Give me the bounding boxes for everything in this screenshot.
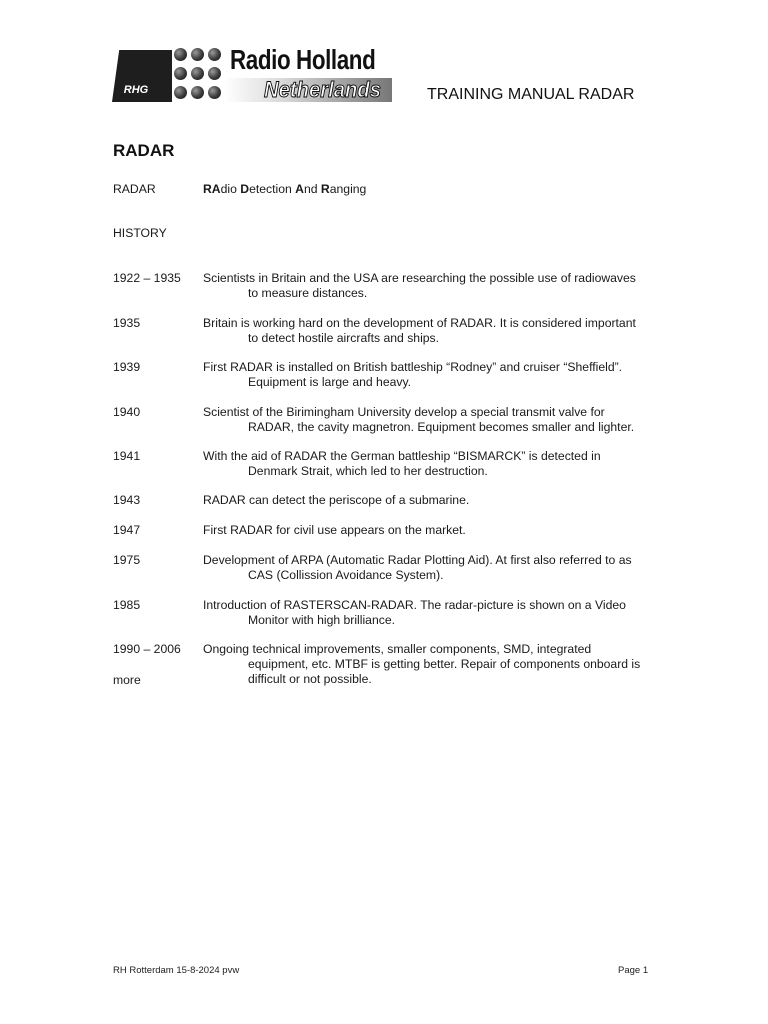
history-text: Scientist of the Birimingham University develop a special transmit valve for	[203, 405, 605, 419]
acronym-expansion	[203, 182, 658, 197]
history-text: Introduction of RASTERSCAN-RADAR. The radar-picture is shown on a Video	[203, 598, 626, 612]
acronym-part-bold: D	[240, 182, 250, 196]
history-text-cont: equipment, etc. MTBF is getting better. Repair of components onboard is	[248, 657, 641, 671]
history-text-cont: to detect hostile aircrafts and ships.	[248, 331, 440, 345]
history-text-cont: CAS (Collission Avoidance System).	[248, 568, 444, 582]
history-more-label: more	[113, 673, 141, 687]
history-year: 1935	[113, 316, 141, 330]
acronym-part-bold: RA	[203, 182, 221, 196]
history-text-cont: RADAR, the cavity magnetron. Equipment becomes smaller and lighter.	[248, 420, 635, 434]
logo-dots-icon	[172, 48, 224, 102]
history-year: 1943	[113, 493, 141, 507]
history-year: 1922 – 1935	[113, 271, 181, 285]
logo-subtitle: Netherlands	[264, 77, 381, 102]
history-text: Britain is working hard on the development of RADAR. It is considered important	[203, 316, 636, 330]
acronym-part-bold: A	[295, 182, 304, 196]
acronym-part-bold: R	[320, 182, 330, 196]
history-text-cont: Denmark Strait, which led to her destruction.	[248, 464, 488, 478]
page-number: Page 1	[618, 965, 649, 976]
history-heading: HISTORY	[113, 226, 167, 240]
history-year: 1940	[113, 405, 141, 419]
history-year: 1947	[113, 523, 141, 537]
history-year: 1985	[113, 598, 141, 612]
history-year: 1941	[113, 449, 141, 463]
history-text: Scientists in Britain and the USA are researching the possible use of radiowaves	[203, 271, 636, 285]
history-text-cont: Monitor with high brilliance.	[248, 613, 395, 627]
document-title: TRAINING MANUAL RADAR	[427, 86, 635, 103]
page-title: RADAR	[113, 141, 175, 160]
history-text-cont: difficult or not possible.	[248, 672, 372, 686]
acronym-part-rest: nd	[303, 182, 321, 196]
logo-title: Radio Holland	[230, 44, 376, 75]
history-text: Development of ARPA (Automatic Radar Plotting Aid). At first also referred to as	[203, 553, 632, 567]
history-text: First RADAR for civil use appears on the market.	[203, 523, 466, 537]
history-text-cont: to measure distances.	[248, 286, 368, 300]
history-text: First RADAR is installed on British battleship “Rodney” and cruiser “Sheffield”.	[203, 360, 623, 374]
radio-holland-logo	[112, 44, 394, 104]
history-text: Ongoing technical improvements, smaller components, SMD, integrated	[203, 642, 592, 656]
history-text: With the aid of RADAR the German battleship “BISMARCK” is detected in	[203, 449, 601, 463]
acronym-part-rest: anging	[329, 182, 367, 196]
acronym-part-rest: dio	[220, 182, 241, 196]
history-text: RADAR can detect the periscope of a submarine.	[203, 493, 470, 507]
history-year: 1939	[113, 360, 141, 374]
footer-left: RH Rotterdam 15-8-2024 pvw	[113, 965, 240, 976]
acronym-part-rest: etection	[249, 182, 296, 196]
history-year: 1990 – 2006	[113, 642, 181, 656]
acronym-term: RADAR	[113, 182, 156, 196]
history-text-cont: Equipment is large and heavy.	[248, 375, 412, 389]
history-year: 1975	[113, 553, 141, 567]
logo-badge: RHG	[123, 84, 149, 96]
